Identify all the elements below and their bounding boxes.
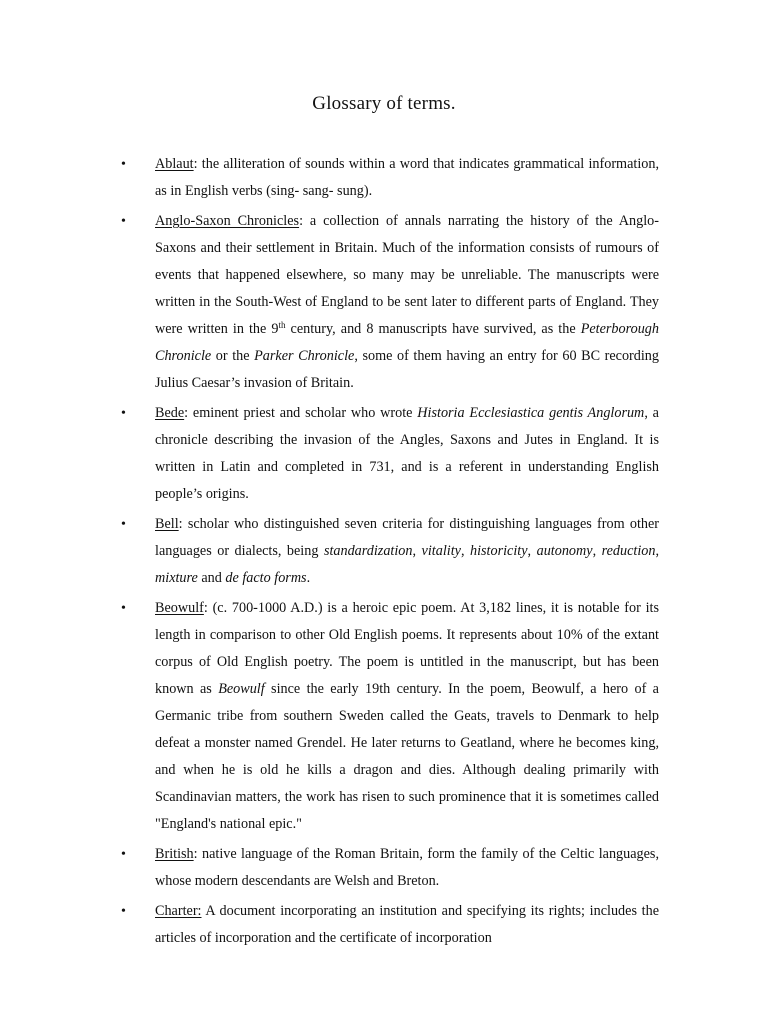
bullet-point: • bbox=[121, 847, 126, 862]
definition-text: . bbox=[306, 570, 311, 586]
definition-text: , bbox=[592, 543, 602, 559]
glossary-term: Charter: bbox=[155, 903, 202, 919]
definition-text: , a chronicle describing the invasion of the Angles, Saxons and Jutes in England. It is written in Latin and completed in 731, and is a referent in understanding English people’s origins. bbox=[155, 405, 659, 502]
superscript-text: th bbox=[278, 320, 286, 330]
definition-text: : a collection of annals narrating the history of the Anglo-Saxons and their settlement in Britain. Much of the information consists of rumours of events that happened elsewhere, so many may be unreliable. The manuscripts were written in the South-West of England to be sent later to different parts of England. They were written in the 9 bbox=[155, 213, 659, 337]
bullet-point: • bbox=[121, 157, 126, 172]
italic-text: reduction bbox=[601, 543, 656, 559]
definition-text: century, and 8 manuscripts have survived, as the bbox=[285, 321, 581, 337]
italic-text: vitality bbox=[421, 543, 461, 559]
definition-text: since the early 19th century. In the poem, Beowulf, a hero of a Germanic tribe from southern Sweden called the Geats, travels to Denmark to help defeat a monster named Grendel. He later returns to Geatland, where he becomes king, and when he is old he kills a dragon and dies. Although dealing primarily with Scandinavian matters, the work has risen to such prominence that it is sometimes called "England's national epic." bbox=[155, 681, 659, 832]
glossary-term: Ablaut bbox=[155, 156, 194, 172]
glossary-term: Beowulf bbox=[155, 600, 204, 616]
glossary-entry bbox=[121, 400, 659, 508]
glossary-term: Anglo-Saxon Chronicles bbox=[155, 213, 300, 229]
definition-text: : eminent priest and scholar who wrote bbox=[184, 405, 418, 421]
bullet-point: • bbox=[121, 406, 126, 421]
definition-text: : (c. 700-1000 A.D.) is a heroic epic poem. At 3,182 lines, it is notable for its length in comparison to other Old English poems. It represents about 10% of the extant corpus of Old English poetry. The poem is untitled in the manuscript, but has been known as bbox=[155, 600, 659, 697]
italic-text: Parker Chronicle bbox=[254, 348, 355, 364]
glossary-entry bbox=[121, 841, 659, 895]
bullet-point: • bbox=[121, 904, 126, 919]
bullet-point: • bbox=[121, 214, 126, 229]
glossary-entry bbox=[121, 511, 660, 592]
italic-text: de facto forms bbox=[225, 570, 307, 586]
bullet-point: • bbox=[121, 601, 126, 616]
document-title: Glossary of terms. bbox=[312, 93, 456, 114]
definition-text: and bbox=[197, 570, 226, 586]
italic-text: Beowulf bbox=[218, 681, 265, 697]
definition-text: , bbox=[527, 543, 537, 559]
definition-text: : native language of the Roman Britain, form the family of the Celtic languages, whose modern descendants are Welsh and Breton. bbox=[155, 846, 659, 889]
glossary-entry bbox=[121, 898, 659, 952]
glossary-list bbox=[121, 151, 660, 955]
definition-text: : scholar who distinguished seven criteria for distinguishing languages from other languages or dialects, being bbox=[155, 516, 659, 559]
glossary-term: Bell bbox=[155, 516, 179, 532]
definition-text: : the alliteration of sounds within a word that indicates grammatical information, as in English verbs (sing- sang- sung). bbox=[155, 156, 659, 199]
definition-text: A document incorporating an institution and specifying its rights; includes the articles of incorporation and the certificate of incorporation bbox=[155, 903, 659, 946]
glossary-entry bbox=[121, 595, 659, 838]
definition-text: , some of them having an entry for 60 BC recording Julius Caesar’s invasion of Britain. bbox=[155, 348, 659, 391]
glossary-term: Bede bbox=[155, 405, 185, 421]
glossary-entry bbox=[121, 208, 659, 397]
italic-text: Peterborough Chronicle bbox=[155, 321, 659, 364]
definition-text: or the bbox=[211, 348, 255, 364]
definition-text: , bbox=[460, 543, 470, 559]
italic-text: historicity bbox=[470, 543, 528, 559]
italic-text: mixture bbox=[155, 570, 198, 586]
glossary-term: British bbox=[155, 846, 194, 862]
italic-text: Historia Ecclesiastica gentis Anglorum bbox=[417, 405, 645, 421]
glossary-entry bbox=[121, 151, 659, 205]
italic-text: standardization bbox=[323, 543, 413, 559]
definition-text: , bbox=[655, 543, 660, 559]
italic-text: autonomy bbox=[536, 543, 593, 559]
definition-text: , bbox=[412, 543, 422, 559]
bullet-point: • bbox=[121, 517, 126, 532]
